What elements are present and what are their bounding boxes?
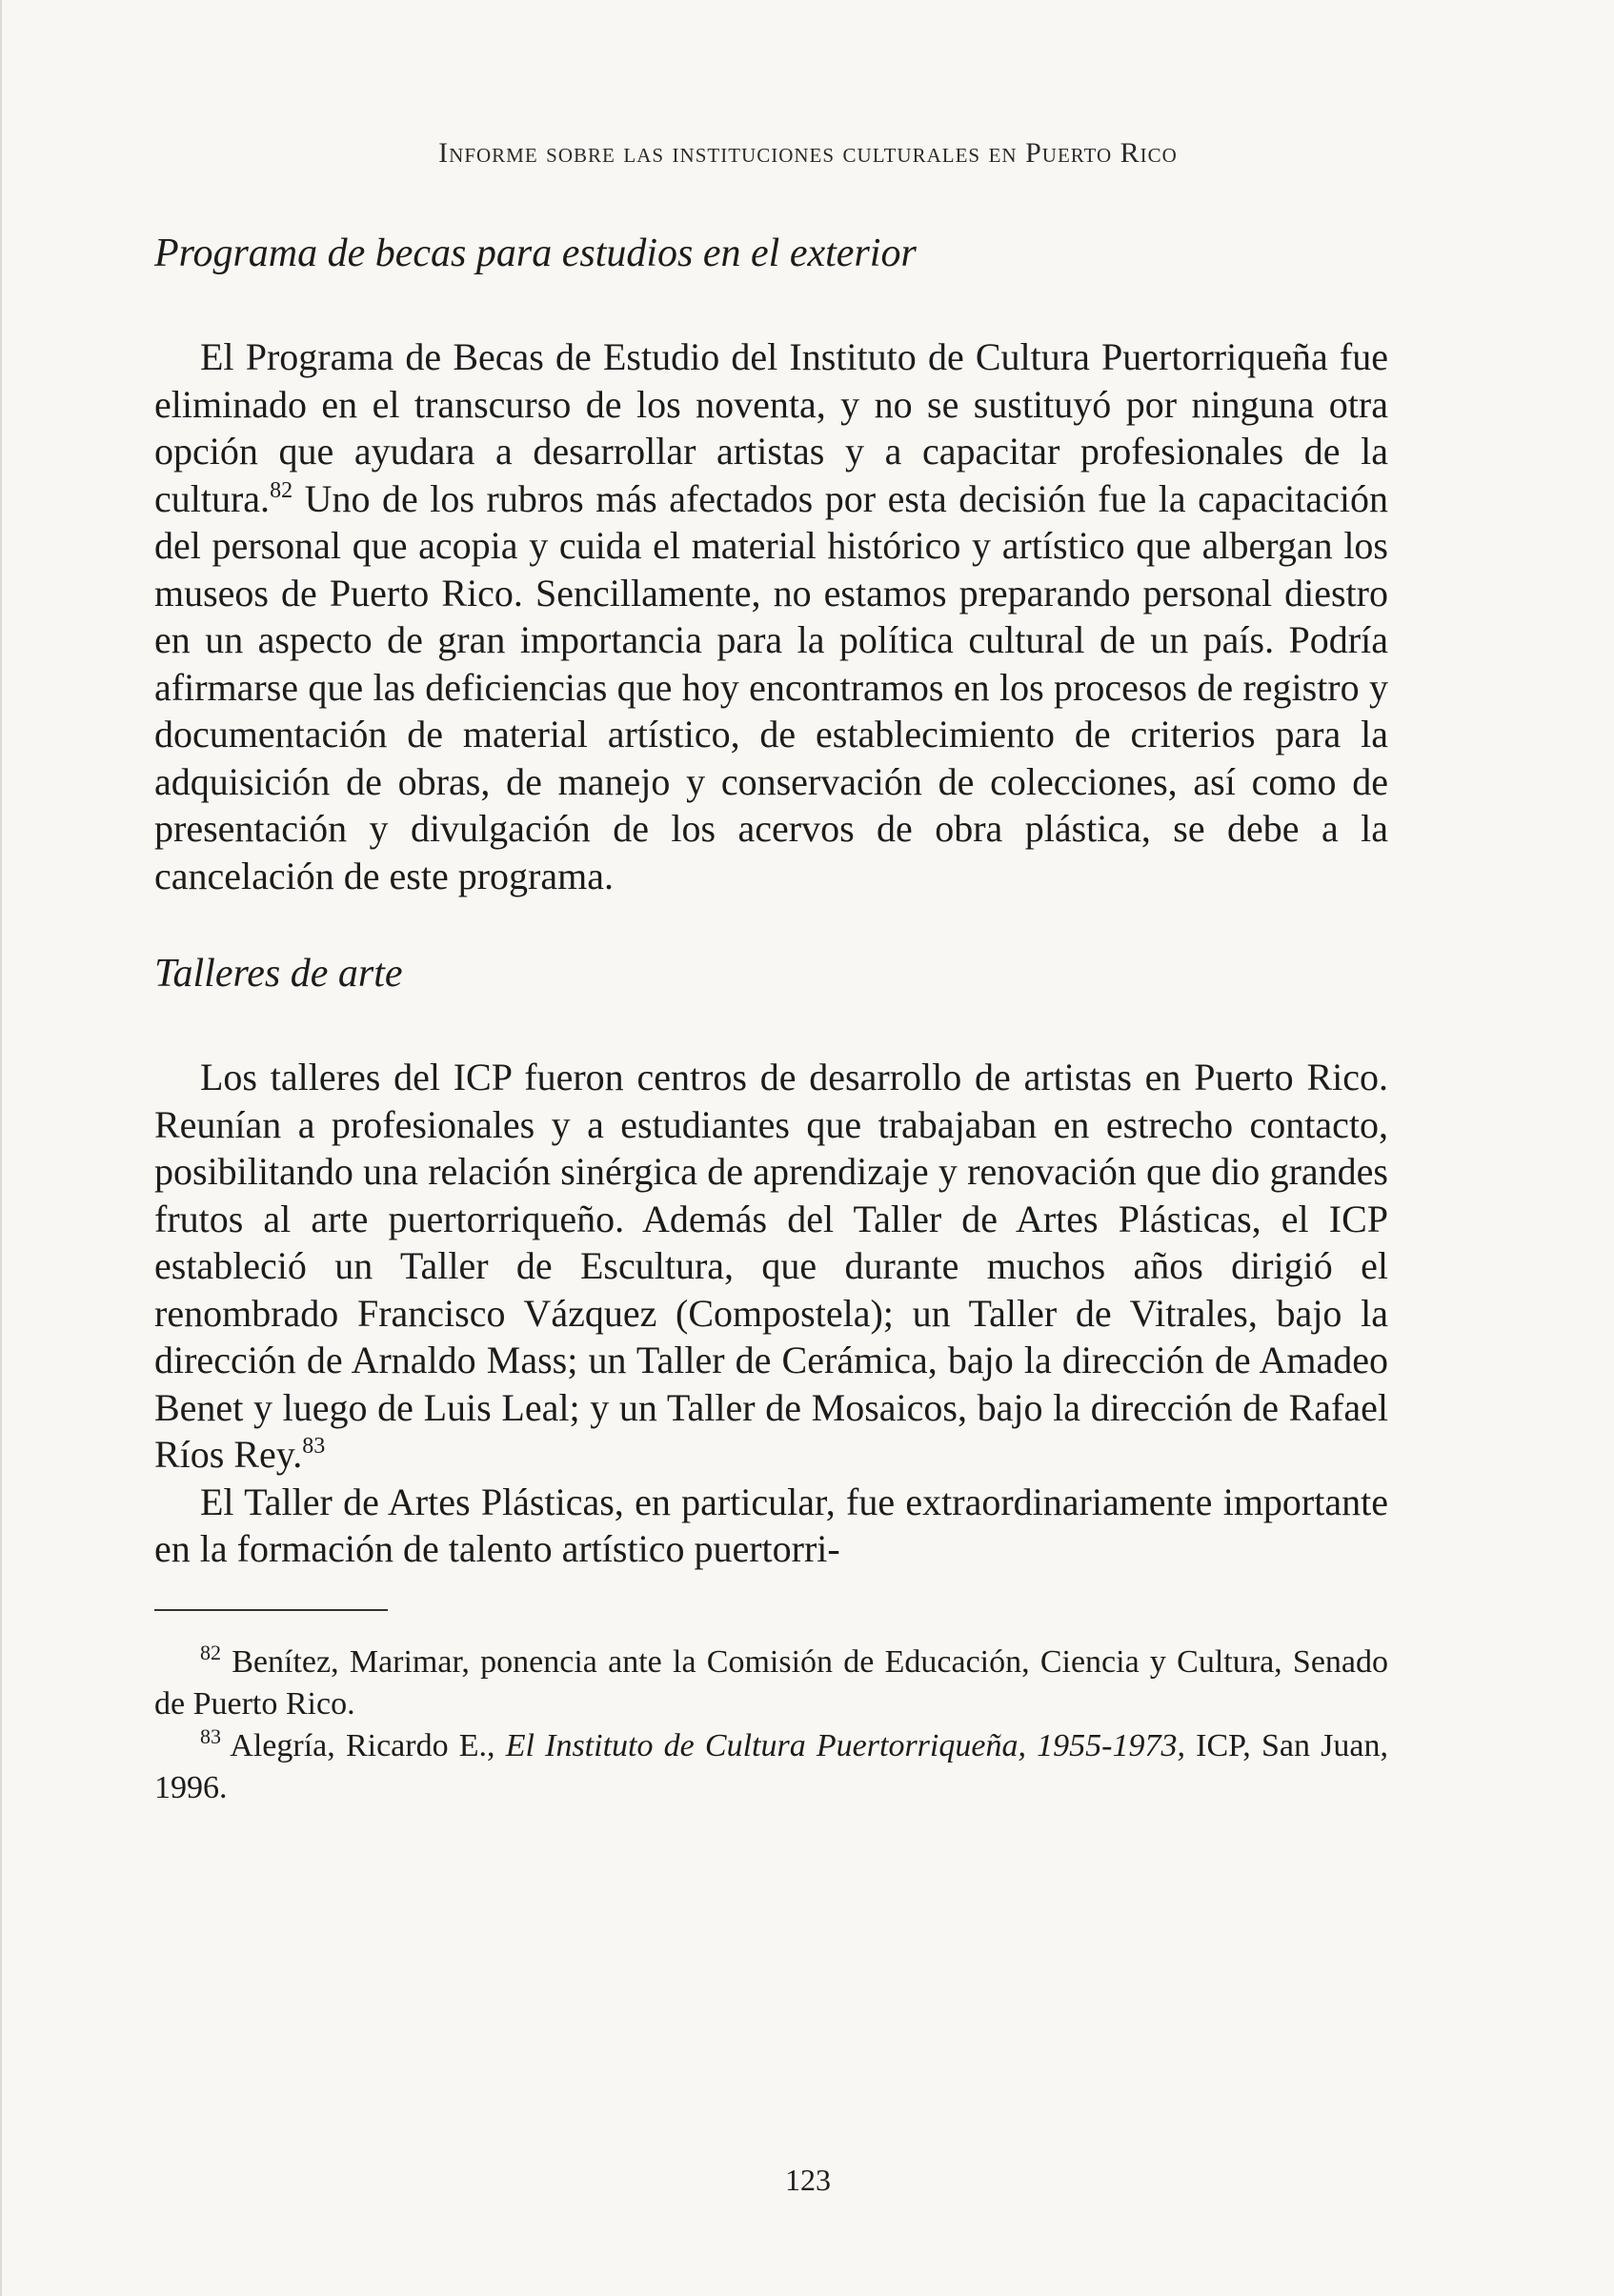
footnote-ref-82[interactable]: 82 [270,477,293,503]
footnote-divider [154,1609,388,1611]
page-number: 123 [785,2163,831,2197]
footnote-number: 83 [200,1723,221,1748]
paragraph-talleres-2: El Taller de Artes Plásticas, en particular, fue extraordinariamente importante en la formación de talento artístico puertorri- [154,1480,1388,1570]
footnote-book-title: El Instituto de Cultura Puertorriqueña, 1955-1973, [505,1727,1185,1763]
paragraph-text: Uno de los rubros más afectados por esta decisión fue la capacitación del personal que acopia y cuida el material histórico y artístico que albergan los museos de Puerto Rico. Sencillamente, no estamos preparando personal diestro en un aspecto de gran importancia para la política cultural de un país. Podría afirmarse que las deficiencias que hoy encontramos en los procesos de registro y documentación de material artístico, de establecimiento de criterios para la adquisición de obras, de manejo y conservación de colecciones, así como de presentación y divulgación de los acervos de obra plástica, se debe a la cancelación de este programa. [154,476,1388,897]
section-title-becas: Programa de becas para estudios en el exterior [154,232,917,275]
paragraph-text: Los talleres del ICP fueron centros de desarrollo de artistas en Puerto Rico. Reunían a profesionales y a estudiantes que trabajaban en estrecho contacto, posibilitando una relación sinérgica de aprendizaje y renovación que dio grandes frutos al arte puertorriqueño. Además del Taller de Artes Plásticas, el ICP estableció un Taller de Escultura, que durante muchos años dirigió el renombrado Francisco Vázquez (Compostela); un Taller de Vitrales, bajo la dirección de Arnaldo Mass; un Taller de Cerámica, bajo la dirección de Amadeo Benet y luego de Luis Leal; y un Taller de Mosaicos, bajo la dirección de Rafael Ríos Rey. [154,1056,1388,1476]
footnote-text: Alegría, Ricardo E., [221,1727,506,1763]
footnote-ref-83[interactable]: 83 [302,1434,326,1459]
paragraph-becas [154,333,1388,899]
footnote-number: 82 [200,1640,221,1664]
paragraph-talleres-1 [154,1054,1388,1479]
footnote-82 [154,1641,1388,1725]
footnote-text: ICP, San Juan, 1996. [154,1727,1388,1805]
section-title-talleres: Talleres de arte [154,952,403,996]
page-content [154,229,1388,1809]
paragraph-text: El Programa de Becas de Estudio del Instituto de Cultura Puertorriqueña fue eliminado en el transcurso de los noventa, y no se sustituyó por ninguna otra opción que ayudara a desarrollar artistas y a capacitar profesionales de la cultura. [154,335,1388,520]
footnote-83 [154,1725,1388,1809]
footnote-text: Benítez, Marimar, ponencia ante la Comisión de Educación, Ciencia y Cultura, Senado de Puerto Rico. [154,1643,1388,1722]
running-header: Informe sobre las instituciones culturales en Puerto Rico [438,137,1178,169]
